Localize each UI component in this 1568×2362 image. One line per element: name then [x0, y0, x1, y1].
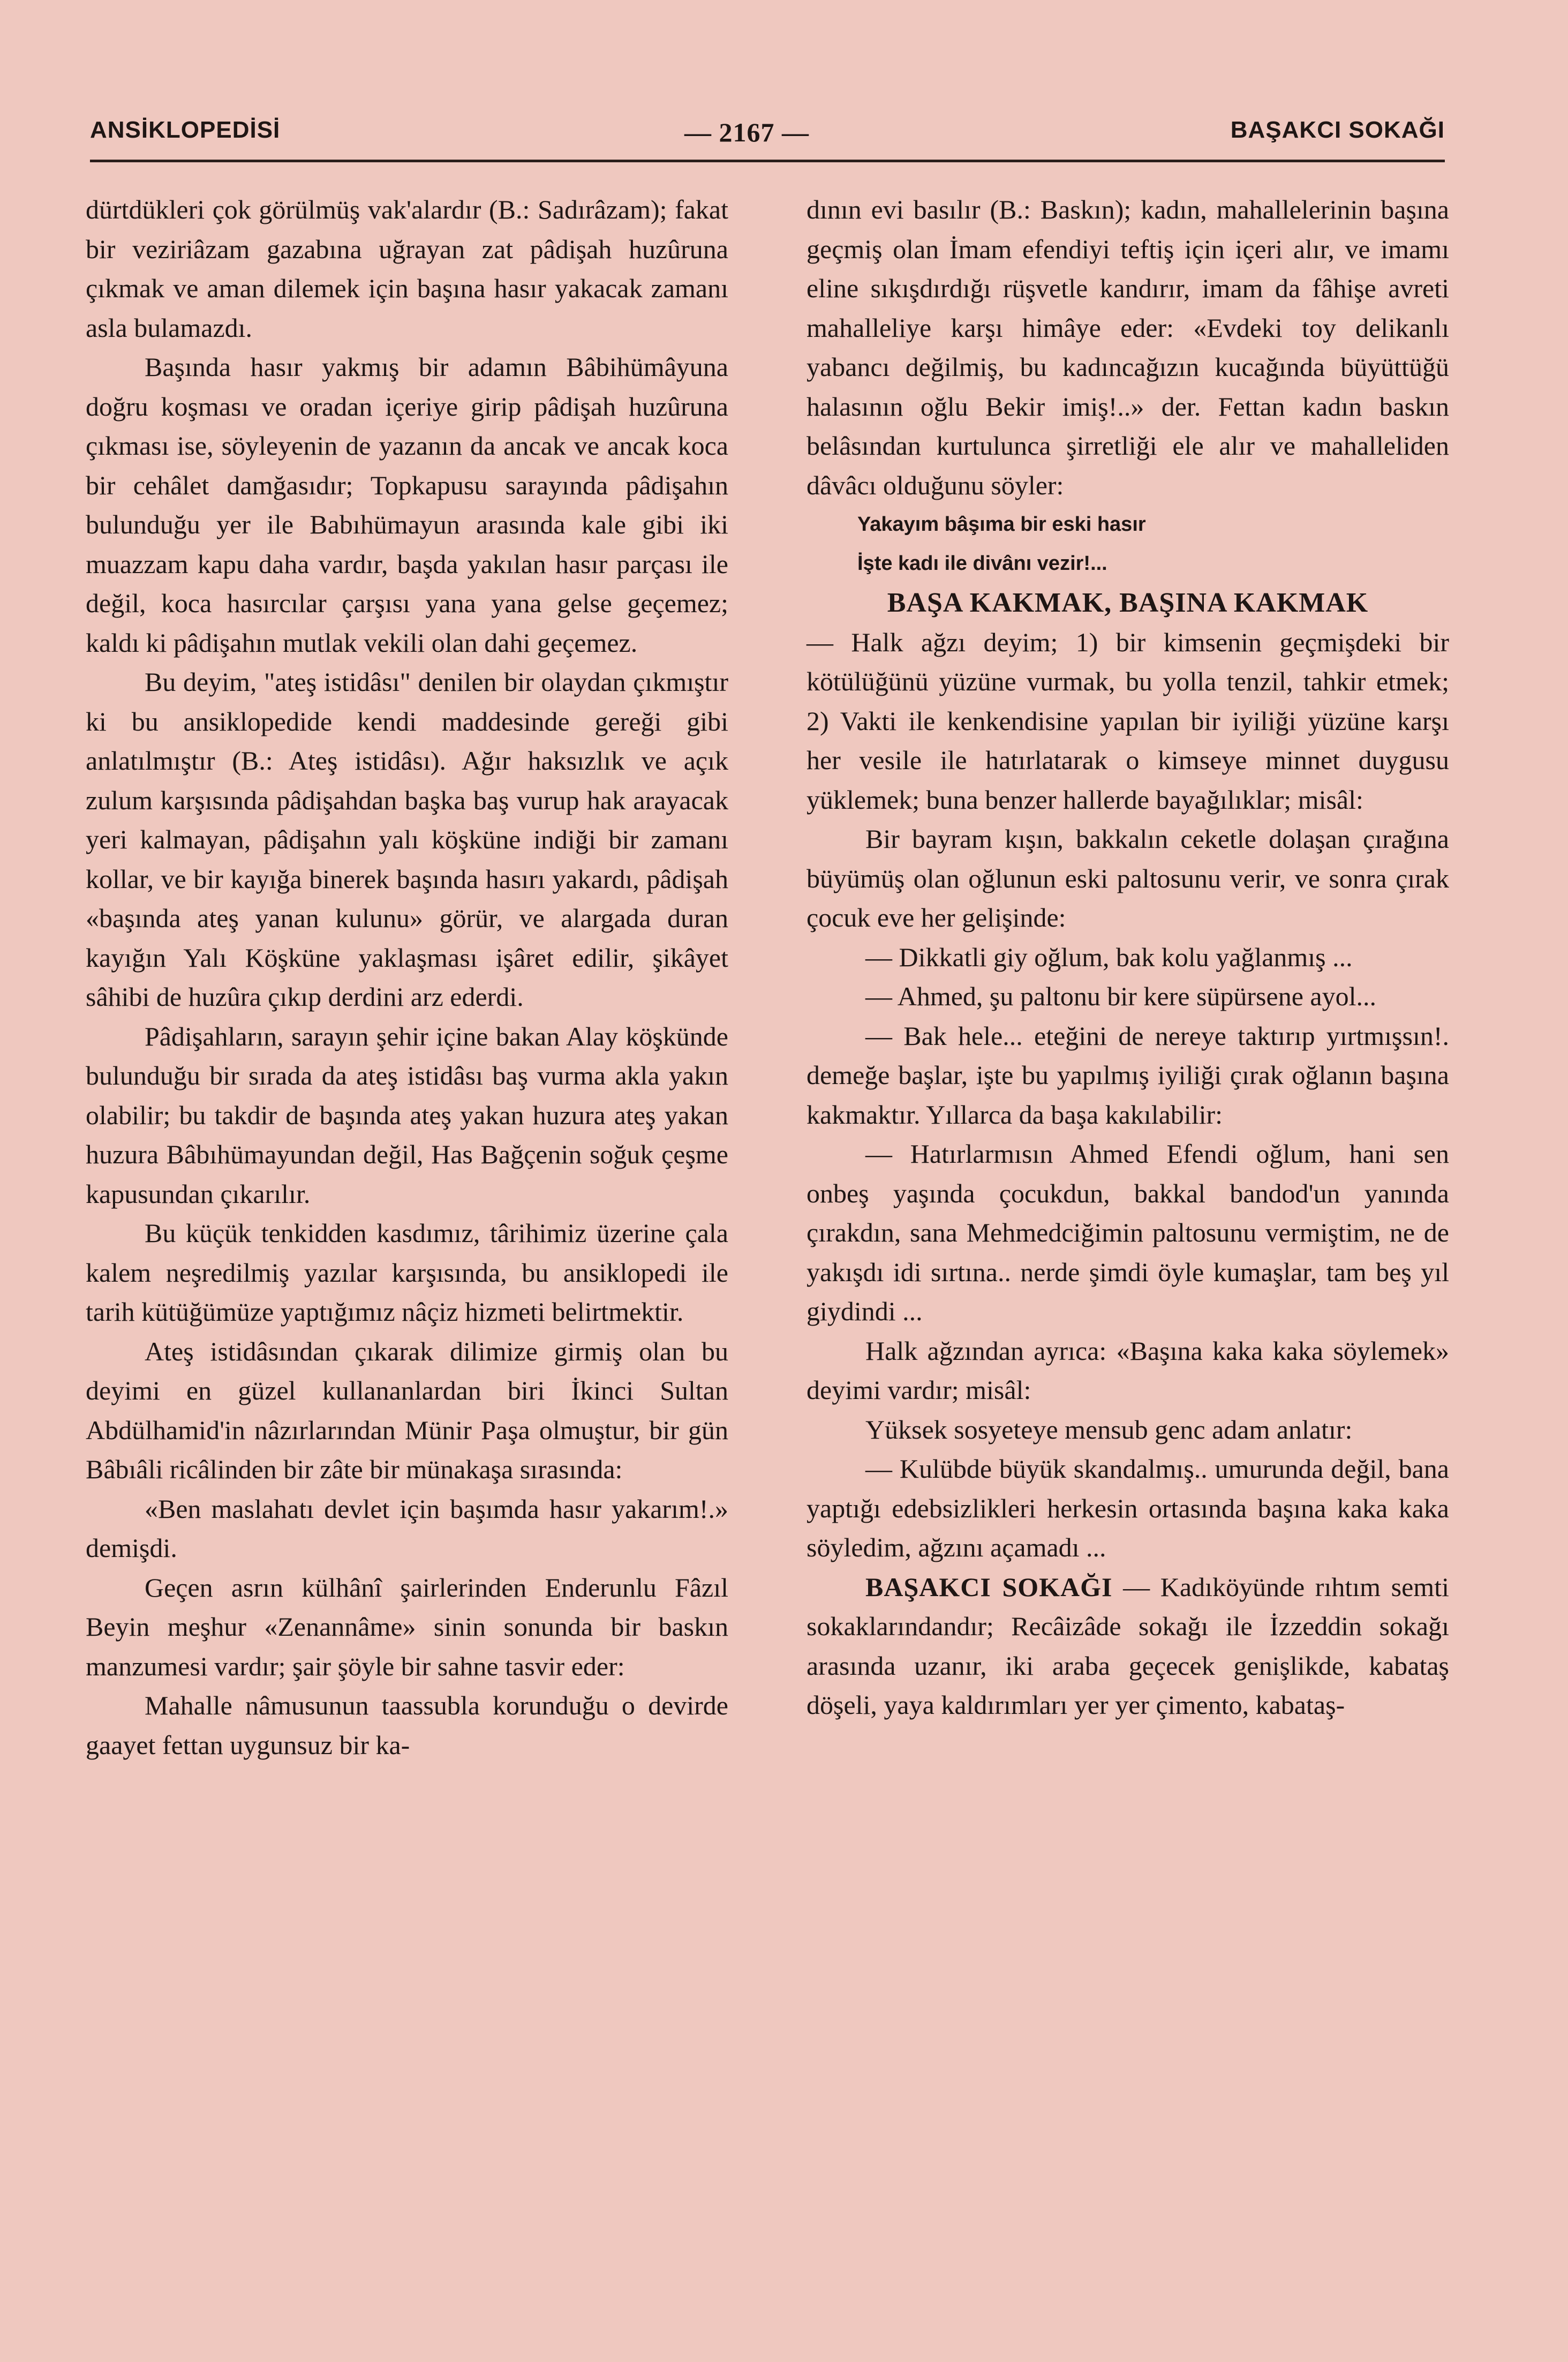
entry-title: BAŞAKCI SOKAĞI	[865, 1571, 1113, 1602]
paragraph: Başında hasır yakmış bir adamın Bâbihümâyuna doğru koşması ve oradan içeriye girip pâdişah huzûruna çıkması ise, söyleyenin de yazanın da ancak ve ancak koca bir cehâlet damğasıdır; Topkapusu sarayında pâdişahın bulunduğu yer ile Babıhümayun arasında kale gibi iki muazzam kapu daha vardır, başda yakılan hasır parçası ile değil, koca hasırcılar çarşısı yana yana gelse geçemez; kaldı ki pâdişahın mutlak vekili olan dahi geçemez.	[86, 352, 728, 658]
verse-line: Yakayım bâşıma bir eski hasır	[857, 513, 1146, 536]
page-header	[90, 107, 1445, 155]
dialogue-line: — Hatırlarmısın Ahmed Efendi oğlum, hani sen onbeş yaşında çocukdun, bakkal bandod'un yanında çırakdın, sana Mehmedciğimin paltosunu vermiştim, ne de yakışdı idi sırtına.. nerde şimdi öyle kumaşlar, tam beş yıl giydindi ...	[806, 1139, 1449, 1326]
entry-heading: BAŞA KAKMAK, BAŞINA KAKMAK	[887, 588, 1369, 618]
paragraph: Halk ağzından ayrıca: «Başına kaka kaka söylemek» deyimi vardır; misâl:	[806, 1335, 1449, 1405]
entry-paragraph	[806, 1568, 1449, 1725]
paragraph: Mahalle nâmusunun taassubla korunduğu o devirde gaayet fettan uygunsuz bir ka-	[86, 1690, 728, 1760]
paragraph: Geçen asrın külhânî şairlerinden Enderunlu Fâzıl Beyin meşhur «Zenannâme» sinin sonunda bir baskın manzumesi vardır; şair şöyle bir sahne tasvir eder:	[86, 1572, 728, 1681]
running-head-left: ANSİKLOPEDİSİ	[90, 117, 281, 143]
dialogue-line: — Bak hele... eteğini de nereye taktırıp yırtmışsın!. demeğe başlar, işte bu yapılmış iyiliği çırak oğlanın başına kakmaktır. Yıllarca da başa kakılabilir:	[806, 1020, 1449, 1130]
paragraph: dının evi basılır (B.: Baskın); kadın, mahallelerinin başına geçmiş olan İmam efendiyi teftiş için içeri alır, ve imamı eline sıkışdırdığı rüşvetle kandırır, imam da fâhişe avreti mahalleliye karşı himâye eder: «Evdeki toy delikanlı yabancı değilmiş, bu kadıncağızın kucağında büyüttüğü halasının oğlu Bekir imiş!..» der. Fettan kadın baskın belâsından kurtulunca şirretliği ele alır ve mahalleliden dâvâcı olduğunu söyler:	[806, 194, 1449, 500]
verse-line: İşte kadı ile divânı vezir!...	[857, 552, 1107, 575]
page-number: — 2167 —	[684, 117, 809, 147]
paragraph: dürtdükleri çok görülmüş vak'alardır (B.: Sadırâzam); fakat bir veziriâzam gazabına uğrayan zat pâdişah huzûruna çıkmak ve aman dilemek için başına hasır yakacak zamanı asla bulamazdı.	[86, 194, 728, 343]
running-head-right: BAŞAKCI SOKAĞI	[1230, 117, 1445, 143]
header-rule	[90, 160, 1445, 162]
dialogue-line: — Kulübde büyük skandalmış.. umurunda değil, bana yaptığı edebsizlikleri herkesin ortasında başına kaka kaka söyledim, ağzını açamadı ...	[806, 1454, 1449, 1562]
quote: «Ben maslahatı devlet için başımda hasır yakarım!.» demişdi.	[86, 1493, 728, 1563]
paragraph: Yüksek sosyeteye mensub genc adam anlatır:	[865, 1414, 1353, 1445]
paragraph: Bu küçük tenkidden kasdımız, târihimiz üzerine çala kalem neşredilmiş yazılar karşısında, bu ansiklopedi ile tarih kütüğümüze yaptığımız nâçiz hizmeti belirtmektir.	[86, 1218, 728, 1327]
dialogue-line: — Dikkatli giy oğlum, bak kolu yağlanmış ...	[865, 942, 1353, 972]
paragraph: Pâdişahların, sarayın şehir içine bakan Alay köşkünde bulunduğu bir sırada da ateş istidâsı baş vurma akla yakın olabilir; bu takdir de başında ateş yakan huzura ateş yakan huzura Bâbıhümayundan değil, Has Bağçenin soğuk çeşme kapusundan çıkarılır.	[86, 1021, 728, 1209]
paragraph: — Halk ağzı deyim; 1) bir kimsenin geçmişdeki bir kötülüğünü yüzüne vurmak, bu yolla tenzil, tahkir etmek; 2) Vakti ile kenkendisine yapılan bir iyiliği yüzüne karşı her vesile ile hatırlatarak o kimseye minnet duygusu yüklemek; buna benzer hallerde bayağılıklar; misâl:	[806, 627, 1449, 815]
dialogue-line: — Ahmed, şu paltonu bir kere süpürsene ayol...	[865, 981, 1376, 1011]
paragraph: Bir bayram kışın, bakkalın ceketle dolaşan çırağına büyümüş olan oğlunun eski paltosunu verir, ve sonra çırak çocuk eve her gelişinde:	[806, 824, 1449, 932]
entry-text: — Kadıköyünde rıhtım semti sokaklarındandır; Recâizâde sokağı ile İzzeddin sokağı arasında uzanır, iki araba geçecek genişlikde, kabataş döşeli, yaya kaldırımları yer yer çimento, kabataş-	[806, 1571, 1449, 1720]
right-column	[806, 190, 1449, 1725]
paragraph: Ateş istidâsından çıkarak dilimize girmiş olan bu deyimi en güzel kullananlardan biri İkinci Sultan Abdülhamid'in nâzırlarından Münir Paşa olmuştur, bir gün Bâbıâli ricâlinden bir zâte bir münakaşa sırasında:	[86, 1336, 728, 1484]
left-column	[86, 190, 728, 1765]
paragraph: Bu deyim, "ateş istidâsı" denilen bir olaydan çıkmıştır ki bu ansiklopedide kendi maddesinde gereği gibi anlatılmıştır (B.: Ateş istidâsı). Ağır haksızlık ve açık zulum karşısında pâdişahdan başka baş vurup hak arayacak yeri kalmayan, pâdişahın yalı köşküne indiği bir zamanı kollar, ve bir kayığa binerek başında hasırı yakardı, pâdişah «başında ateş yanan kulunu» görür, ve alargada duran kayığın Yalı Köşküne yaklaşması işâret edilir, şikâyet sâhibi de huzûra çıkıp derdini arz ederdi.	[86, 667, 728, 1012]
